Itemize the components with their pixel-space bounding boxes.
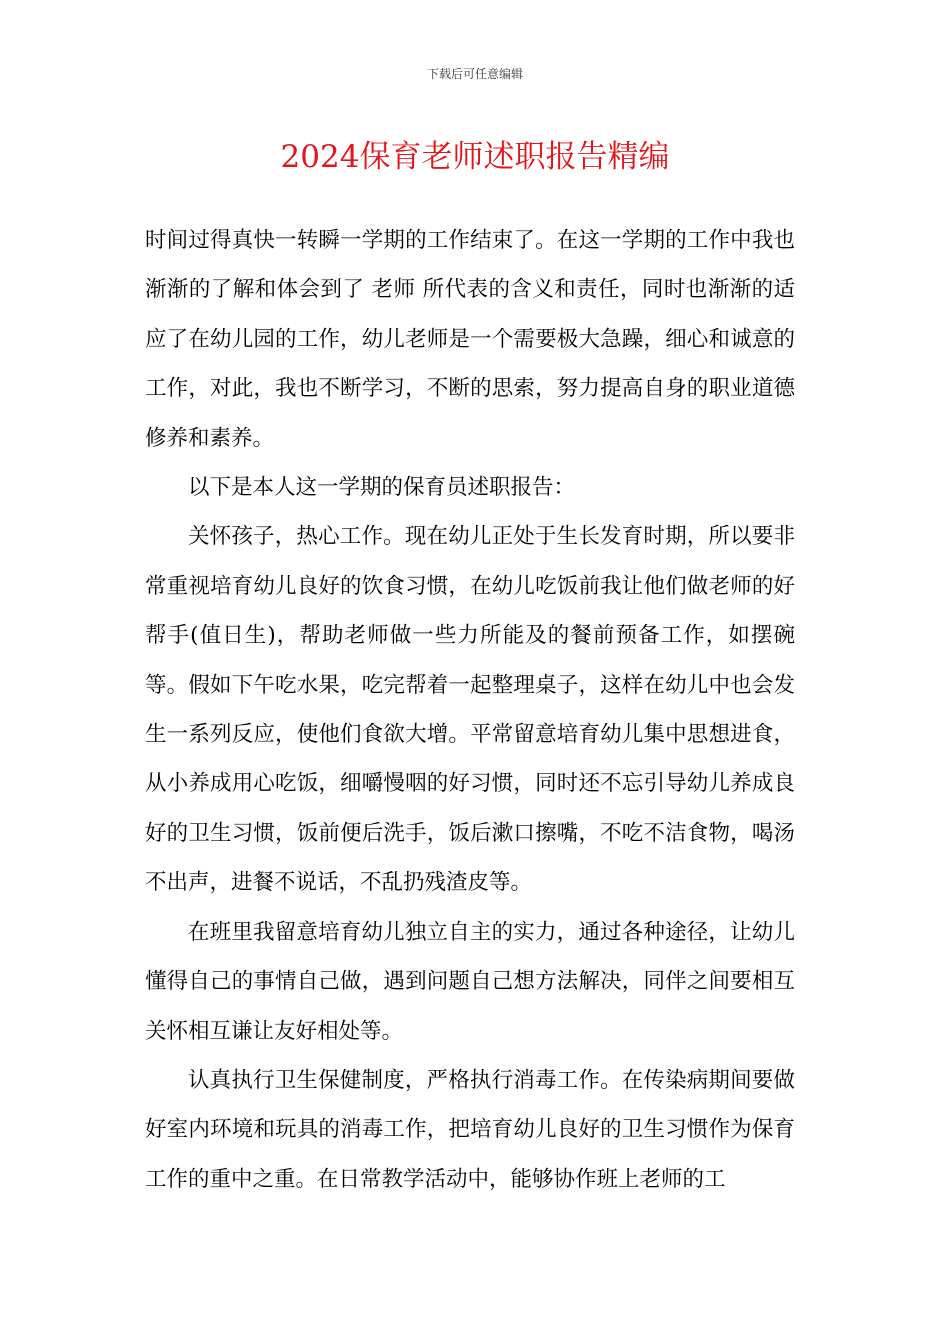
document-body [145,216,795,1204]
paragraph-intro: 时间过得真快一转瞬一学期的工作结束了。在这一学期的工作中我也渐渐的了解和体会到了 老师 所代表的含义和责任，同时也渐渐的适应了在幼儿园的工作，幼儿老师是一个需要极大急躁，细心和诚意的工作，对此，我也不断学习，不断的思索，努力提高自身的职业道德修养和素养。 [145,228,795,451]
paragraph-hygiene: 认真执行卫生保健制度，严格执行消毒工作。在传染病期间要做好室内环境和玩具的消毒工作，把培育幼儿良好的卫生习惯作为保育工作的重中之重。在日常教学活动中，能够协作班上老师的工 [145,1067,795,1192]
paragraph-independence: 在班里我留意培育幼儿独立自主的实力，通过各种途径，让幼儿懂得自己的事情自己做，遇到问题自己想方法解决，同伴之间要相互关怀相互谦让友好相处等。 [145,919,795,1044]
paragraph-report-lead: 以下是本人这一学期的保育员述职报告： [188,475,576,501]
document-title: 2024保育老师述职报告精编 [280,139,670,175]
page-header-note: 下载后可任意编辑 [426,67,523,81]
paragraph-care-children: 关怀孩子，热心工作。现在幼儿正处于生长发育时期，所以要非常重视培育幼儿良好的饮食习惯，在幼儿吃饭前我让他们做老师的好帮手(值日生)，帮助老师做一些力所能及的餐前预备工作，如摆碗等。假如下午吃水果，吃完帮着一起整理桌子，这样在幼儿中也会发生一系列反应，使他们食欲大增。平常留意培育幼儿集中思想进食，从小养成用心吃饭，细嚼慢咽的好习惯，同时还不忘引导幼儿养成良好的卫生习惯，饭前便后洗手，饭后漱口擦嘴，不吃不洁食物，喝汤不出声，进餐不说话，不乱扔残渣皮等。 [145,524,795,896]
